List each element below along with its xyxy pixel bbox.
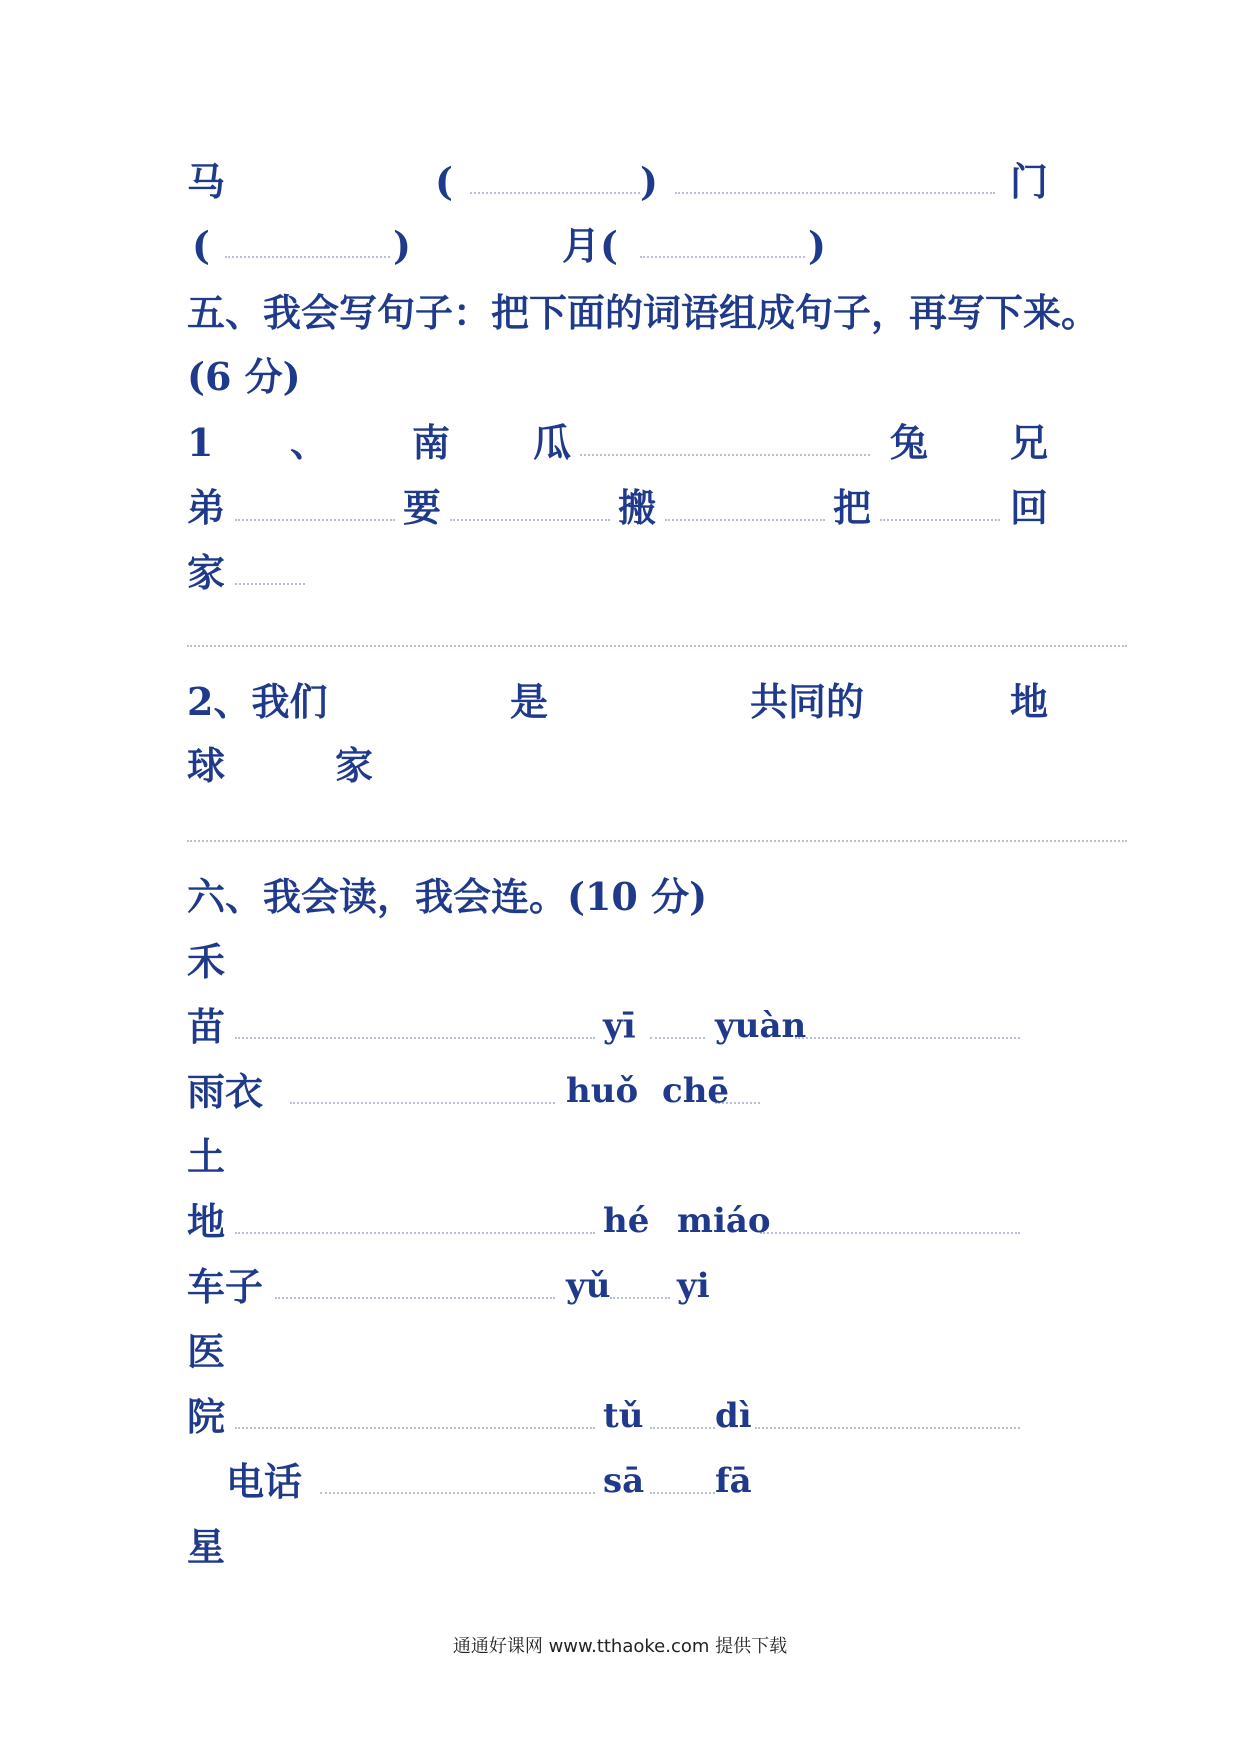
dotted-gap (450, 519, 610, 521)
section5-score: (6 分) (187, 354, 301, 399)
dotted-gap (675, 192, 995, 194)
pinyin[interactable]: yuàn (715, 1006, 807, 1046)
dotted-blank (225, 256, 390, 258)
dotted-blank (470, 192, 640, 194)
pinyin[interactable]: yī (603, 1006, 636, 1046)
dotted-gap (665, 519, 825, 521)
pinyin[interactable]: yi (677, 1266, 710, 1306)
left-item[interactable]: 车子 (187, 1264, 264, 1309)
dotted-blank (640, 256, 805, 258)
q2-word: 是 (510, 679, 549, 724)
left-item[interactable]: 医 (187, 1329, 226, 1374)
q1-word: 回 (1010, 485, 1049, 530)
q1-word: 家 (187, 550, 226, 595)
pinyin[interactable]: sā (603, 1461, 645, 1501)
q2-word: 球 (187, 743, 226, 788)
char-ma: 马 (187, 159, 226, 204)
dotted-gap (580, 454, 870, 456)
q1-word: 瓜 (533, 420, 572, 465)
q1-number: 1 (187, 420, 214, 465)
pinyin[interactable]: hé (603, 1201, 650, 1241)
answer-line-1[interactable] (187, 645, 1127, 647)
q1-word: 兄 (1010, 420, 1049, 465)
dotted-gap (880, 519, 1000, 521)
q1-word: 把 (833, 485, 872, 530)
paren-close: ) (808, 223, 826, 268)
paren-close: ) (393, 223, 411, 268)
q1-word: 要 (403, 485, 442, 530)
pinyin[interactable]: huǒ (566, 1071, 639, 1111)
q1-word: 兔 (890, 420, 929, 465)
char-yue: 月( (562, 223, 618, 268)
left-item[interactable]: 禾 (187, 939, 226, 984)
q1-word: 南 (412, 420, 451, 465)
q1-word: 弟 (187, 485, 226, 530)
q2-word: 家 (335, 743, 374, 788)
left-item[interactable]: 院 (187, 1394, 226, 1439)
left-item[interactable]: 雨衣 (187, 1069, 264, 1114)
q1-comma: 、 (290, 420, 329, 465)
pinyin[interactable]: yǔ (566, 1266, 611, 1306)
pinyin[interactable]: chē (662, 1071, 730, 1111)
pinyin[interactable]: tǔ (603, 1396, 644, 1436)
answer-line-2[interactable] (187, 840, 1127, 842)
page-footer: 通通好课网 www.tthaoke.com 提供下载 (452, 1636, 788, 1657)
pinyin[interactable]: miáo (677, 1201, 771, 1241)
left-item[interactable]: 苗 (187, 1004, 226, 1049)
dotted-gap (235, 583, 305, 585)
section5-title: 五、我会写句子：把下面的词语组成句子，再写下来。 (187, 290, 1100, 335)
q2-word: 地 (1010, 679, 1049, 724)
char-men: 门 (1010, 159, 1049, 204)
paren-open: ( (435, 159, 453, 204)
paren-close: ) (640, 159, 658, 204)
pinyin[interactable]: dì (715, 1396, 752, 1436)
section6-title: 六、我会读，我会连。(10 分) (187, 874, 708, 919)
left-item[interactable]: 电话 (226, 1459, 303, 1504)
pinyin[interactable]: fā (715, 1461, 752, 1501)
q2-number-word: 2、我们 (187, 679, 328, 724)
left-item[interactable]: 土 (187, 1134, 226, 1179)
q2-word: 共同的 (750, 679, 865, 724)
paren-open: ( (192, 223, 210, 268)
left-item[interactable]: 星 (187, 1524, 226, 1569)
q1-word: 搬 (618, 485, 657, 530)
dotted-gap (235, 519, 395, 521)
left-item[interactable]: 地 (187, 1199, 226, 1244)
